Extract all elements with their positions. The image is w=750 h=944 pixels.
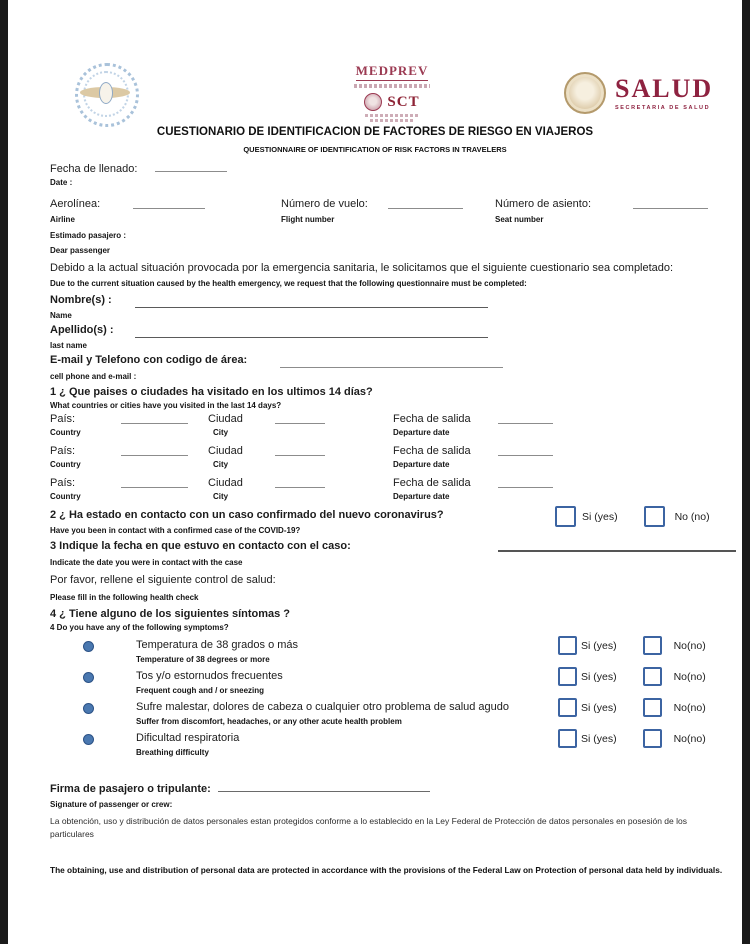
- salud-logo: [564, 72, 713, 114]
- q4-title-en: 4 Do you have any of the following symptoms?: [50, 623, 229, 632]
- contact-label-en: cell phone and e-mail :: [50, 372, 137, 381]
- symptom-4-es: Dificultad respiratoria: [136, 732, 240, 744]
- aviation-center-shield-icon: [99, 82, 113, 104]
- name-label-en: Name: [50, 311, 72, 320]
- visited-row-2-sublabels: [50, 460, 728, 472]
- medprev-fine-print: [354, 84, 430, 88]
- date-row: [50, 160, 728, 174]
- city-blank-3[interactable]: [275, 476, 325, 488]
- bullet-icon: [83, 641, 94, 652]
- intro-en: Due to the current situation caused by the health emergency, we request that the following questionnaire must be completed:: [50, 279, 527, 288]
- symptom-3-yes-checkbox[interactable]: [558, 698, 577, 717]
- bullet-icon: [83, 672, 94, 683]
- sct-wordmark: SCT: [387, 93, 420, 110]
- city-blank-1[interactable]: [275, 412, 325, 424]
- intro-es: Debido a la actual situación provocada por la emergencia sanitaria, le solicitamos que el siguiente cuestionario sea completado:: [50, 262, 674, 274]
- page-left-border: [0, 0, 8, 944]
- symptom-3-no-checkbox[interactable]: [643, 698, 662, 717]
- q4-title-es: 4 ¿ Tiene alguno de los siguientes síntomas ?: [50, 608, 291, 620]
- form-page: [8, 0, 742, 944]
- flight-info-sublabels: [50, 215, 728, 225]
- seat-number-label-es: Número de asiento:: [495, 198, 591, 210]
- bullet-icon: [83, 734, 94, 745]
- symptom-row-2: [50, 669, 728, 685]
- city-label-en: City: [213, 428, 229, 437]
- privacy-notice-en: The obtaining, use and distribution of personal data are protected in accordance with the provisions of the Federal Law on Protection of personal data held by individuals.: [50, 865, 723, 875]
- logo-row: [8, 60, 742, 126]
- country-label-en: Country: [50, 460, 81, 469]
- flight-info-row: [50, 197, 728, 211]
- q2-row: [50, 508, 728, 524]
- flight-number-blank[interactable]: [388, 197, 463, 209]
- q2-title-en: Have you been in contact with a confirmed case of the COVID-19?: [50, 526, 301, 535]
- symptom-1-no-checkbox[interactable]: [643, 636, 662, 655]
- q2-no-checkbox[interactable]: [644, 506, 665, 527]
- signature-row: [50, 780, 728, 796]
- symptom-1-no-label: No(no): [673, 639, 706, 652]
- symptom-2-es: Tos y/o estornudos frecuentes: [136, 670, 283, 682]
- symptom-row-1: [50, 638, 728, 654]
- lastname-label-es: Apellido(s) :: [50, 324, 114, 336]
- q2-yes-checkbox[interactable]: [555, 506, 576, 527]
- departure-label-en: Departure date: [393, 492, 450, 501]
- medprev-wordmark: MEDPREV: [356, 63, 429, 81]
- airline-label-en: Airline: [50, 215, 75, 224]
- symptom-3-no-label: No(no): [673, 701, 706, 714]
- symptom-2-yes-label: Si (yes): [581, 670, 617, 683]
- symptom-2-en: Frequent cough and / or sneezing: [136, 686, 265, 695]
- medprev-sct-logo: [340, 62, 444, 122]
- visited-row-3: [50, 476, 728, 491]
- seat-number-blank[interactable]: [633, 197, 708, 209]
- q3-title-en: Indicate the date you were in contact with the case: [50, 558, 243, 567]
- country-blank-2[interactable]: [121, 444, 188, 456]
- health-check-en: Please fill in the following health check: [50, 593, 199, 602]
- country-label-es: País:: [50, 445, 76, 457]
- q3-answer-line[interactable]: [498, 550, 736, 552]
- q1-title-en: What countries or cities have you visited in the last 14 days?: [50, 401, 282, 410]
- symptom-2-yes-checkbox[interactable]: [558, 667, 577, 686]
- flight-number-label-es: Número de vuelo:: [281, 198, 368, 210]
- health-check-es: Por favor, rellene el siguiente control de salud:: [50, 574, 276, 586]
- signature-label-es: Firma de pasajero o tripulante:: [50, 783, 211, 795]
- visited-row-1-sublabels: [50, 428, 728, 440]
- name-blank[interactable]: [135, 296, 488, 308]
- salud-subtitle: SECRETARIA DE SALUD: [615, 104, 711, 111]
- bullet-icon: [83, 703, 94, 714]
- country-blank-1[interactable]: [121, 412, 188, 424]
- departure-label-es: Fecha de salida: [393, 413, 471, 425]
- sct-fine-print: [365, 114, 419, 117]
- symptom-1-yes-checkbox[interactable]: [558, 636, 577, 655]
- sct-seal-icon: [364, 93, 382, 111]
- form-subtitle: QUESTIONNAIRE OF IDENTIFICATION OF RISK FACTORS IN TRAVELERS: [243, 145, 507, 154]
- symptom-4-yes-label: Si (yes): [581, 732, 617, 745]
- symptom-4-no-label: No(no): [673, 732, 706, 745]
- country-label-es: País:: [50, 477, 76, 489]
- q2-title-es: 2 ¿ Ha estado en contacto con un caso confirmado del nuevo coronavirus?: [50, 509, 444, 521]
- privacy-notice-es: La obtención, uso y distribución de datos personales estan protegidos conforme a lo establecido en la Ley Federal de Protección de datos personales en posesión de los particulares: [50, 816, 687, 839]
- symptom-3-en: Suffer from discomfort, headaches, or any other acute health problem: [136, 717, 402, 726]
- airline-label-es: Aerolínea:: [50, 198, 101, 210]
- departure-blank-2[interactable]: [498, 444, 553, 456]
- country-label-en: Country: [50, 492, 81, 501]
- q1-title-es: 1 ¿ Que paises o ciudades ha visitado en los ultimos 14 días?: [50, 386, 373, 398]
- lastname-label-en: last name: [50, 341, 87, 350]
- q2-yes-label: Si (yes): [582, 510, 618, 523]
- q2-no-label: No (no): [674, 510, 710, 523]
- salud-wordmark: SALUD: [615, 73, 714, 103]
- name-label-es: Nombre(s) :: [50, 294, 112, 306]
- departure-label-en: Departure date: [393, 428, 450, 437]
- date-blank[interactable]: [155, 160, 227, 172]
- departure-blank-1[interactable]: [498, 412, 553, 424]
- country-label-es: País:: [50, 413, 76, 425]
- departure-label-en: Departure date: [393, 460, 450, 469]
- departure-blank-3[interactable]: [498, 476, 553, 488]
- symptom-1-yes-label: Si (yes): [581, 639, 617, 652]
- departure-label-es: Fecha de salida: [393, 445, 471, 457]
- country-blank-3[interactable]: [121, 476, 188, 488]
- city-label-es: Ciudad: [208, 477, 243, 489]
- page-right-border: [742, 0, 750, 944]
- symptom-4-no-checkbox[interactable]: [643, 729, 662, 748]
- symptom-row-3: [50, 700, 728, 716]
- visited-row-2: [50, 444, 728, 459]
- signature-line[interactable]: [218, 780, 430, 792]
- country-label-en: Country: [50, 428, 81, 437]
- symptom-3-yes-label: Si (yes): [581, 701, 617, 714]
- form-title: CUESTIONARIO DE IDENTIFICACION DE FACTORES DE RIESGO EN VIAJEROS: [156, 126, 594, 138]
- city-label-en: City: [213, 460, 229, 469]
- greeting-en: Dear passenger: [50, 246, 111, 255]
- q3-row: [50, 539, 728, 555]
- contact-row: [50, 353, 728, 369]
- city-label-es: Ciudad: [208, 445, 243, 457]
- symptom-1-es: Temperatura de 38 grados o más: [136, 639, 299, 651]
- name-row: [50, 293, 728, 309]
- contact-blank[interactable]: [280, 356, 503, 368]
- symptom-1-en: Temperature of 38 degrees or more: [136, 655, 270, 664]
- city-label-es: Ciudad: [208, 413, 243, 425]
- airline-blank[interactable]: [133, 197, 205, 209]
- lastname-blank[interactable]: [135, 326, 488, 338]
- symptom-3-es: Sufre malestar, dolores de cabeza o cualquier otro problema de salud agudo: [136, 701, 510, 713]
- sct-fine-print: [370, 119, 414, 122]
- symptom-4-yes-checkbox[interactable]: [558, 729, 577, 748]
- symptom-2-no-label: No(no): [673, 670, 706, 683]
- seat-number-label-en: Seat number: [495, 215, 544, 224]
- symptom-2-no-checkbox[interactable]: [643, 667, 662, 686]
- lastname-row: [50, 323, 728, 339]
- symptom-4-en: Breathing difficulty: [136, 748, 209, 757]
- departure-label-es: Fecha de salida: [393, 477, 471, 489]
- city-label-en: City: [213, 492, 229, 501]
- visited-row-1: [50, 412, 728, 427]
- date-label-es: Fecha de llenado:: [50, 163, 138, 175]
- visited-row-3-sublabels: [50, 492, 728, 504]
- date-label-en: Date :: [50, 178, 73, 187]
- signature-label-en: Signature of passenger or crew:: [50, 800, 173, 809]
- q3-title-es: 3 Indique la fecha en que estuvo en contacto con el caso:: [50, 540, 351, 552]
- symptom-row-4: [50, 731, 728, 747]
- salud-seal-icon: [564, 72, 606, 114]
- city-blank-2[interactable]: [275, 444, 325, 456]
- greeting-es: Estimado pasajero :: [50, 231, 127, 240]
- contact-label-es: E-mail y Telefono con codigo de área:: [50, 354, 248, 366]
- flight-number-label-en: Flight number: [281, 215, 335, 224]
- aviation-emblem-logo: [72, 60, 138, 126]
